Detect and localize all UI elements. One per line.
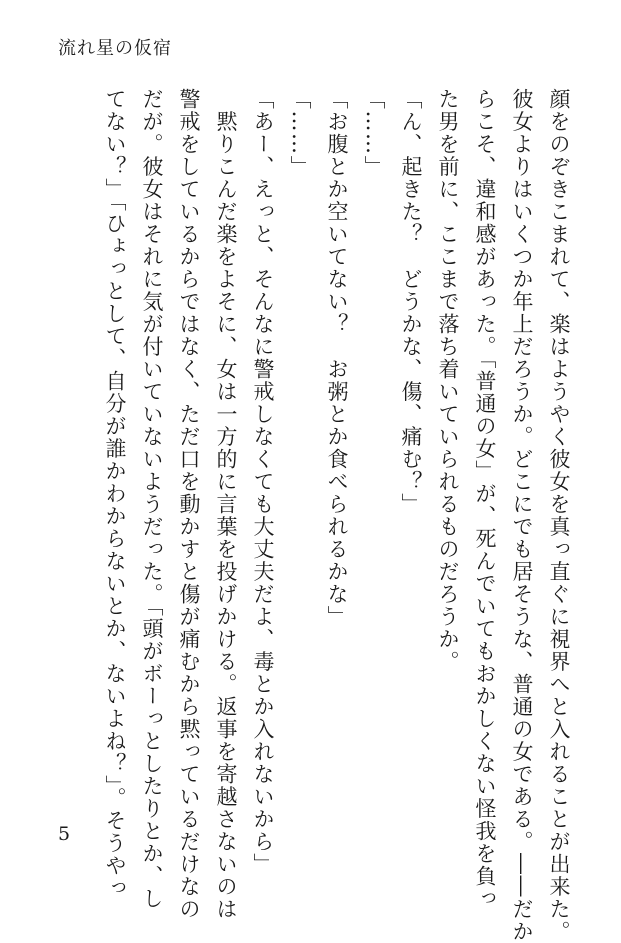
- running-title: 流れ星の仮宿: [58, 38, 172, 59]
- text-line: 「……」: [288, 88, 312, 178]
- text-line: 「ん、起きた？ どうかな、傷、痛む？」: [399, 88, 423, 516]
- text-line: た男を前に、ここまで落ち着いていられるものだろうか。: [436, 88, 460, 673]
- text-line: 顔をのぞきこまれて、楽はようやく彼女を真っ直ぐに視界へと入れることが出来た。: [547, 88, 571, 943]
- text-line: らこそ、違和感があった。「普通の女」が、死んでいてもおかしくない怪我を負っ: [473, 88, 497, 910]
- text-line: 「あー、えっと、そんなに警戒しなくても大丈夫だよ、毒とか入れないから」: [251, 88, 275, 876]
- text-line: 「お腹とか空いてない？ お粥とか食べられるかな」: [325, 88, 349, 628]
- text-line: 黙りこんだ楽をよそに、女は一方的に言葉を投げかける。返事を寄越さないのは: [214, 88, 238, 921]
- text-line: だが。彼女はそれに気が付いていないようだった。「頭がボーっとしたりとか、し: [140, 88, 164, 910]
- body-text: [96, 88, 577, 943]
- text-line: 「……」: [362, 88, 386, 178]
- text-line: てない？」「ひょっとして、自分が誰かわからないとか、ないよね？」。そうやっ: [103, 88, 127, 900]
- page-number: 5: [58, 823, 71, 845]
- text-line: 彼女よりはいくつか年上だろうか。どこにでも居そうな、普通の女である。――だか: [510, 88, 534, 943]
- text-line: 警戒をしているからではなく、ただ口を動かすと傷が痛むから黙っているだけなの: [177, 88, 201, 921]
